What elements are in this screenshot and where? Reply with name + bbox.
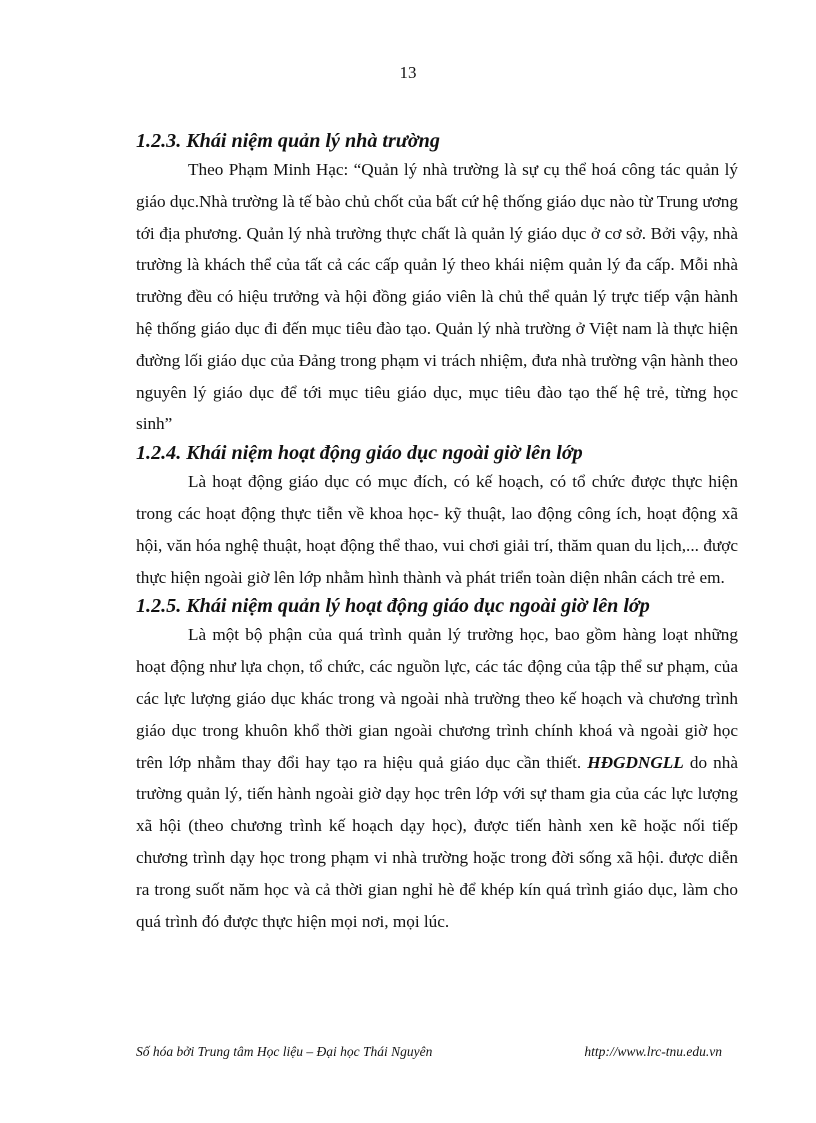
section-heading-1-2-4: 1.2.4. Khái niệm hoạt động giáo dục ngoài giờ lên lớp <box>136 442 583 465</box>
section-heading-1-2-3: 1.2.3. Khái niệm quản lý nhà trường <box>136 130 440 152</box>
author-name: Theo Phạm Minh Hạc <box>188 160 344 179</box>
paragraph-text-before: Là một bộ phận của quá trình quản lý trường học, bao gồm hàng loạt những hoạt động như lựa chọn, tổ chức, các nguồn lực, các tác động của tập thể sư phạm, của các lực lượng giáo dục khác trong và ngoài nhà trường theo kế hoạch và chương trình giáo dục trong khuôn khổ thời gian ngoài chương trình chính khoá và ngoài giờ học trên lớp nhằm thay đổi hay tạo ra hiệu quả giáo dục cần thiết. <box>136 625 738 772</box>
emphasis-abbreviation: HĐGDNGLL <box>587 752 684 772</box>
section-paragraph-1-2-5 <box>136 619 738 937</box>
footer-credit: Số hóa bởi Trung tâm Học liệu – Đại học Thái Nguyên <box>136 1044 433 1059</box>
paragraph-text-after: do nhà trường quản lý, tiến hành ngoài giờ dạy học trên lớp với sự tham gia của các lực lượng xã hội (theo chương trình kế hoạch dạy học), được tiến hành xen kẽ hoặc nối tiếp chương trình dạy học trong phạm vi nhà trường hoặc trong đời sống xã hội. được diễn ra trong suốt năm học và cả thời gian nghỉ hè để khép kín quá trình giáo dục, làm cho quá trình đó được thực hiện mọi nơi, mọi lúc. <box>136 752 738 931</box>
document-body <box>136 128 738 937</box>
section-heading-1-2-5: 1.2.5. Khái niệm quản lý hoạt động giáo dục ngoài giờ lên lớp <box>136 595 650 618</box>
footer-url: http://www.lrc-tnu.edu.vn <box>584 1044 722 1059</box>
quote-text: : “Quản lý nhà trường là sự cụ thể hoá công tác quản lý giáo dục.Nhà trường là tế bào chủ chốt của bất cứ hệ thống giáo dục nào từ Trung ương tới địa phương. Quản lý nhà trường thực chất là quản lý giáo dục ở cơ sở. Bởi vậy, nhà trường là khách thể của tất cả các cấp quản lý theo khái niệm quản lý đa cấp. Mỗi nhà trường đều có hiệu trưởng và hội đồng giáo viên là chủ thể quản lý trực tiếp vận hành hệ thống giáo dục đi đến mục tiêu đào tạo. Quản lý nhà trường ở Việt nam là thực hiện đường lối giáo dục của Đảng trong phạm vi trách nhiệm, đưa nhà trường vận hành theo nguyên lý giáo dục để tới mục tiêu giáo dục, mục tiêu đào tạo thế hệ trẻ, từng học sinh” <box>136 160 738 434</box>
page-number: 13 <box>399 63 417 82</box>
section-paragraph-1-2-3 <box>136 154 738 440</box>
section-paragraph-1-2-4: Là hoạt động giáo dục có mục đích, có kế hoạch, có tổ chức được thực hiện trong các hoạt động thực tiễn về khoa học- kỹ thuật, lao động công ích, hoạt động xã hội, văn hóa nghệ thuật, hoạt động thể thao, vui chơi giải trí, thăm quan du lịch,... được thực hiện ngoài giờ lên lớp nhằm hình thành và phát triển toàn diện nhân cách trẻ em. <box>136 472 738 587</box>
